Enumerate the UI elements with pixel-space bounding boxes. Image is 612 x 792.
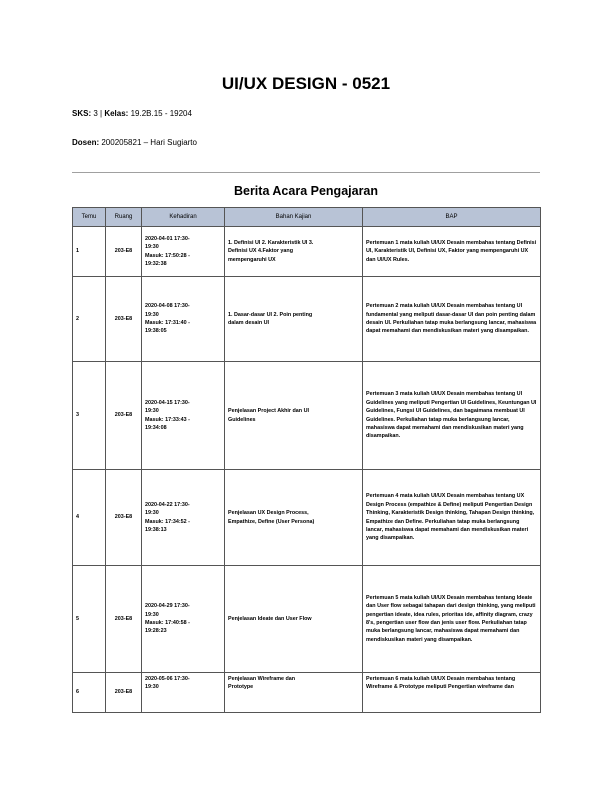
cell-bap: Pertemuan 2 mata kuliah UI/UX Desain membahas tentang UI fundamental yang meliputi dasar-dasar UI dan poin penting dalam desain UI. Perkuliahan tatap muka berlangsung lancar, mahasiswa dapat memahami dan mendiskusikan materi yang disampaikan. (363, 277, 541, 362)
cell-kehadiran: 2020-05-06 17:30- 19:30 (142, 673, 225, 713)
header-ruang: Ruang (106, 208, 142, 227)
cell-kehadiran: 2020-04-22 17:30- 19:30 Masuk: 17:34:52 - 19:38:13 (142, 470, 225, 566)
table-row (73, 470, 541, 566)
cell-kehadiran: 2020-04-29 17:30- 19:30 Masuk: 17:40:58 - 19:28:23 (142, 566, 225, 673)
header-bahan-kajian: Bahan Kajian (225, 208, 363, 227)
kelas-value: 19.2B.15 - 19204 (128, 109, 192, 118)
lecturer-meta (72, 138, 197, 147)
cell-kehadiran: 2020-04-01 17:30- 19:30 Masuk: 17:50:28 - 19:32:38 (142, 227, 225, 277)
cell-temu: 6 (73, 673, 106, 713)
cell-bap: Pertemuan 6 mata kuliah UI/UX Desain membahas tentang Wireframe & Prototype meliputi Pengertian wireframe dan (363, 673, 541, 713)
cell-bap: Pertemuan 1 mata kuliah UI/UX Desain membahas tentang Definisi UI, Karakteristik UI, Definisi UX, Faktor yang mempengaruhi UX dan UI/UX Rules. (363, 227, 541, 277)
cell-kehadiran: 2020-04-08 17:30- 19:30 Masuk: 17:31:40 - 19:38:05 (142, 277, 225, 362)
cell-ruang: 203-E8 (106, 673, 142, 713)
cell-temu: 1 (73, 227, 106, 277)
cell-kehadiran: 2020-04-15 17:30- 19:30 Masuk: 17:33:43 - 19:34:08 (142, 362, 225, 470)
dosen-value: 200205821 – Hari Sugiarto (99, 138, 197, 147)
table-row (73, 227, 541, 277)
cell-bahan-kajian: Penjelasan Ideate dan User Flow (225, 566, 363, 673)
cell-temu: 3 (73, 362, 106, 470)
cell-temu: 4 (73, 470, 106, 566)
document-title: UI/UX DESIGN - 0521 (221, 74, 391, 93)
cell-bahan-kajian: 1. Definisi UI 2. Karakteristik UI 3. Definisi UX 4.Faktor yang mempengaruhi UX (225, 227, 363, 277)
cell-bap: Pertemuan 5 mata kuliah UI/UX Desain membahas tentang Ideate dan User flow sebagai tahapan dari design thinking, yang meliputi pengertian ideate, idea rules, prioritas ide, affinity diagram, crazy 8's, pengertian user flow dan jenis user flow. Perkuliahan tatap muka berlangsung lancar, mahasiswa dapat memahami dan mendiskusikan materi yang disampaikan. (363, 566, 541, 673)
kelas-label: Kelas: (104, 109, 129, 118)
cell-ruang: 203-E8 (106, 470, 142, 566)
cell-bap: Pertemuan 3 mata kuliah UI/UX Desain membahas tentang UI Guidelines yang meliputi Pengertian UI Guidelines, Keuntungan UI Guidelines, Fungsi UI Guidelines, dan bagaimana membuat UI Guidelines. Perkuliahan tatap muka berlangsung lancar, mahasiswa dapat memahami dan mendiskusikan materi yang disampaikan. (363, 362, 541, 470)
cell-bahan-kajian: Penjelasan Project Akhir dan UI Guidelines (225, 362, 363, 470)
table-row (73, 566, 541, 673)
course-meta (72, 109, 192, 118)
cell-bap: Pertemuan 4 mata kuliah UI/UX Desain membahas tentang UX Design Process (empathize & Define) meliputi Pengertian Design Thinking, Karakteristik Design thinking, Tahapan Design thinking, Empathize dan Define. Perkuliahan tatap muka berlangsung lancar, mahasiswa dapat memahami dan mendiskusikan materi yang disampaikan. (363, 470, 541, 566)
sks-value: 3 | (91, 109, 105, 118)
teaching-report-table (72, 207, 541, 713)
cell-ruang: 203-E8 (106, 277, 142, 362)
cell-bahan-kajian: Penjelasan Wireframe dan Prototype (225, 673, 363, 713)
cell-ruang: 203-E8 (106, 227, 142, 277)
sks-label: SKS: (72, 109, 92, 118)
dosen-label: Dosen: (72, 138, 100, 147)
header-temu: Temu (73, 208, 106, 227)
table-row (73, 362, 541, 470)
header-kehadiran: Kehadiran (142, 208, 225, 227)
table-row (73, 277, 541, 362)
divider (72, 172, 540, 173)
cell-bahan-kajian: 1. Dasar-dasar UI 2. Poin penting dalam desain UI (225, 277, 363, 362)
cell-bahan-kajian: Penjelasan UX Design Process, Empathize, Define (User Persona) (225, 470, 363, 566)
cell-ruang: 203-E8 (106, 566, 142, 673)
section-title: Berita Acara Pengajaran (233, 184, 379, 198)
table-header-row (73, 208, 541, 227)
cell-temu: 2 (73, 277, 106, 362)
cell-temu: 5 (73, 566, 106, 673)
table-row (73, 673, 541, 713)
header-bap: BAP (363, 208, 541, 227)
cell-ruang: 203-E8 (106, 362, 142, 470)
